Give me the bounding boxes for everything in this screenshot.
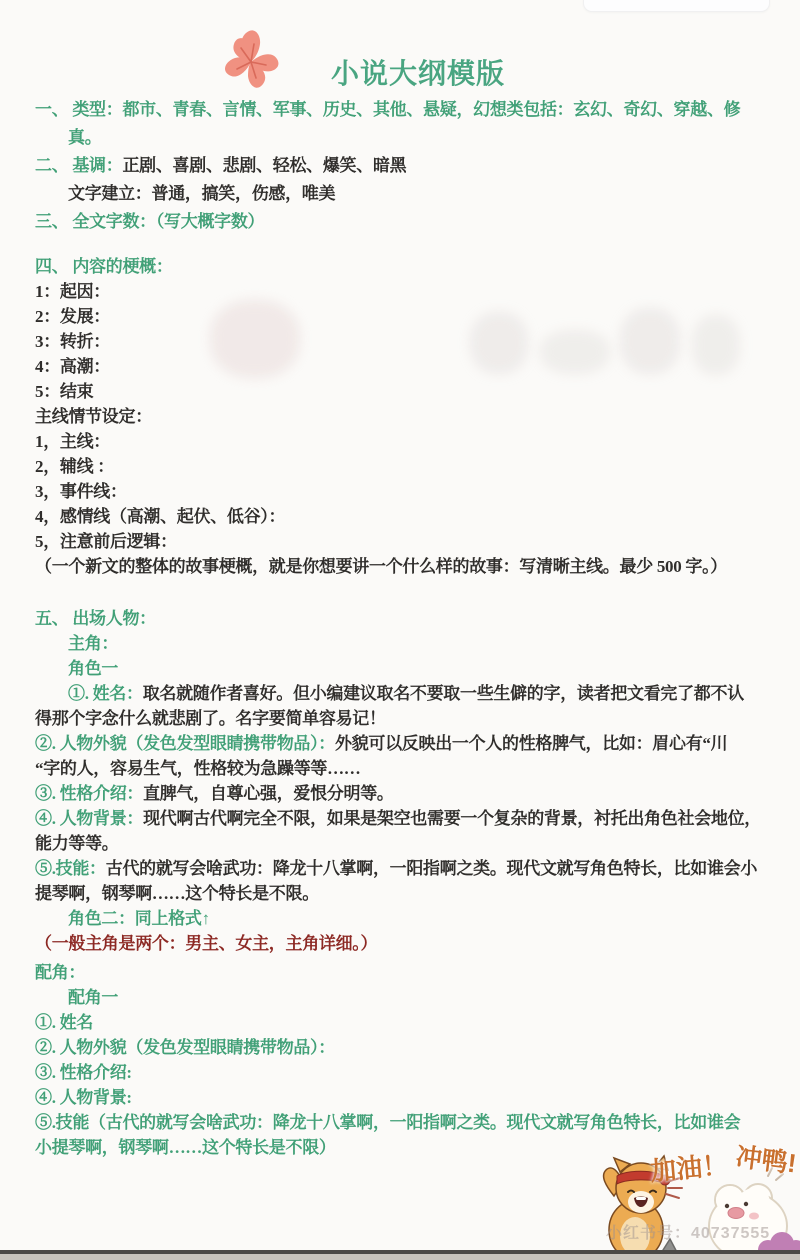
text-segment: 4，感情线（高潮、起伏、低谷）： xyxy=(35,507,286,526)
document-line xyxy=(35,354,782,379)
document-line xyxy=(35,529,782,554)
text-segment: 四、 内容的梗概： xyxy=(35,257,173,276)
text-segment: 真。 xyxy=(68,128,102,147)
page-title: 小说大纲模版 xyxy=(331,59,506,90)
text-segment: ①. 姓名： xyxy=(68,684,143,703)
text-segment: 1：起因： xyxy=(35,282,110,301)
page-bottom-shadow xyxy=(0,1254,800,1260)
document-line xyxy=(35,379,782,404)
text-segment: 角色二：同上格式↑ xyxy=(68,909,210,928)
text-segment: 主线情节设定： xyxy=(35,407,152,426)
document-line xyxy=(35,781,782,806)
text-segment: “字的人，容易生气，性格较为急躁等等…… xyxy=(35,759,361,778)
document-line xyxy=(35,96,782,124)
document-line xyxy=(35,429,782,454)
document-line xyxy=(35,304,782,329)
text-segment: ③. 性格介绍: xyxy=(35,1063,132,1082)
document-line xyxy=(35,906,782,931)
text-segment: （一般主角是两个：男主、女主，主角详细。） xyxy=(35,934,378,953)
document-body xyxy=(0,96,800,1160)
document-line xyxy=(35,985,782,1010)
text-segment: 小提琴啊，钢琴啊……这个特长是不限） xyxy=(35,1138,336,1157)
document-line xyxy=(35,706,782,731)
text-segment: 外貌可以反映出一个人的性格脾气，比如：眉心有“川 xyxy=(335,734,728,753)
text-segment: 古代的就写会啥武功：降龙十八掌啊，一阳指啊之类。现代文就写角色特长，比如谁会小 xyxy=(105,859,758,878)
text-segment: 3，事件线： xyxy=(35,482,127,501)
document-header xyxy=(0,0,800,100)
document-line xyxy=(35,656,782,681)
document-line xyxy=(35,404,782,429)
text-segment: 五、 出场人物： xyxy=(35,609,156,628)
text-segment: 4：高潮： xyxy=(35,357,110,376)
text-segment: 配角： xyxy=(35,963,86,982)
text-segment: ①. 姓名 xyxy=(35,1013,93,1032)
text-segment: （一个新文的整体的故事梗概，就是你想要讲一个什么样的故事：写清晰主线。最少 500 字。） xyxy=(35,557,727,576)
document-line xyxy=(35,806,782,831)
sticker-text-chongya: 冲鸭! xyxy=(734,1141,799,1179)
text-segment: ②. 人物外貌（发色发型眼睛携带物品）： xyxy=(35,1038,335,1057)
text-segment: 文字建立：普通，搞笑，伤感，唯美 xyxy=(68,184,336,203)
text-segment: ④. 人物背景： xyxy=(35,809,144,828)
text-segment: 二、 基调： xyxy=(35,156,123,175)
text-segment: ②. 人物外貌（发色发型眼睛携带物品）： xyxy=(35,734,335,753)
document-line xyxy=(35,504,782,529)
document-line xyxy=(35,931,782,956)
text-segment: 三、 全文字数：（写大概字数） xyxy=(35,212,265,231)
text-segment: ⑤.技能： xyxy=(35,859,106,878)
document-line xyxy=(35,152,782,180)
document-line xyxy=(35,960,782,985)
document-line xyxy=(35,1110,782,1135)
text-segment: 1，主线： xyxy=(35,432,110,451)
text-segment: 主角： xyxy=(68,634,119,653)
xiaohongshu-id-watermark: 小红书号：40737555 xyxy=(606,1225,771,1242)
document-line xyxy=(35,1085,782,1110)
document-line xyxy=(35,454,782,479)
text-segment: 现代啊古代啊完全不限，如果是架空也需要一个复杂的背景，衬托出角色社会地位， xyxy=(143,809,762,828)
document-line xyxy=(35,329,782,354)
text-segment: ⑤.技能（古代的就写会啥武功：降龙十八掌啊，一阳指啊之类。现代文就写角色特长，比如谁会 xyxy=(35,1113,741,1132)
sticker-text-jiayou: 加油！ xyxy=(648,1149,730,1187)
document-line xyxy=(35,881,782,906)
document-line xyxy=(35,856,782,881)
document-line xyxy=(35,208,782,236)
text-segment: 5，注意前后逻辑： xyxy=(35,532,177,551)
document-line xyxy=(35,681,782,706)
document-line xyxy=(35,254,782,279)
document-line xyxy=(35,756,782,781)
text-segment: 能力等等。 xyxy=(35,834,119,853)
document-line xyxy=(35,124,782,152)
text-segment: 直脾气，自尊心强，爱恨分明等。 xyxy=(143,784,394,803)
text-segment: 5：结束 xyxy=(35,382,94,401)
document-line xyxy=(35,1060,782,1085)
text-segment: 一、 类型：都市、青春、言情、军事、历史、其他、悬疑，幻想类包括：玄幻、奇幻、穿越、修 xyxy=(35,100,741,119)
text-segment: 3：转折： xyxy=(35,332,110,351)
document-line xyxy=(35,831,782,856)
text-segment: 配角一 xyxy=(68,988,119,1007)
text-segment: 正剧、喜剧、悲剧、轻松、爆笑、暗黑 xyxy=(122,156,407,175)
document-line xyxy=(35,631,782,656)
document-line xyxy=(35,479,782,504)
document-line xyxy=(35,1035,782,1060)
flower-icon xyxy=(220,24,282,100)
text-segment: 角色一 xyxy=(68,659,119,678)
document-line xyxy=(35,554,782,579)
text-segment: 得那个字念什么就悲剧了。名字要简单容易记！ xyxy=(35,709,386,728)
text-segment: 提琴啊，钢琴啊……这个特长是不限。 xyxy=(35,884,319,903)
text-segment: ④. 人物背景: xyxy=(35,1088,132,1107)
document-line xyxy=(35,731,782,756)
text-segment: 取名就随作者喜好。但小编建议取名不要取一些生僻的字，读者把文看完了都不认 xyxy=(142,684,744,703)
document-line xyxy=(35,606,782,631)
document-line xyxy=(35,180,782,208)
document-line xyxy=(35,1010,782,1035)
text-segment: ③. 性格介绍： xyxy=(35,784,144,803)
text-segment: 2：发展： xyxy=(35,307,110,326)
text-segment: 2，辅线 ： xyxy=(35,457,114,476)
document-line xyxy=(35,279,782,304)
